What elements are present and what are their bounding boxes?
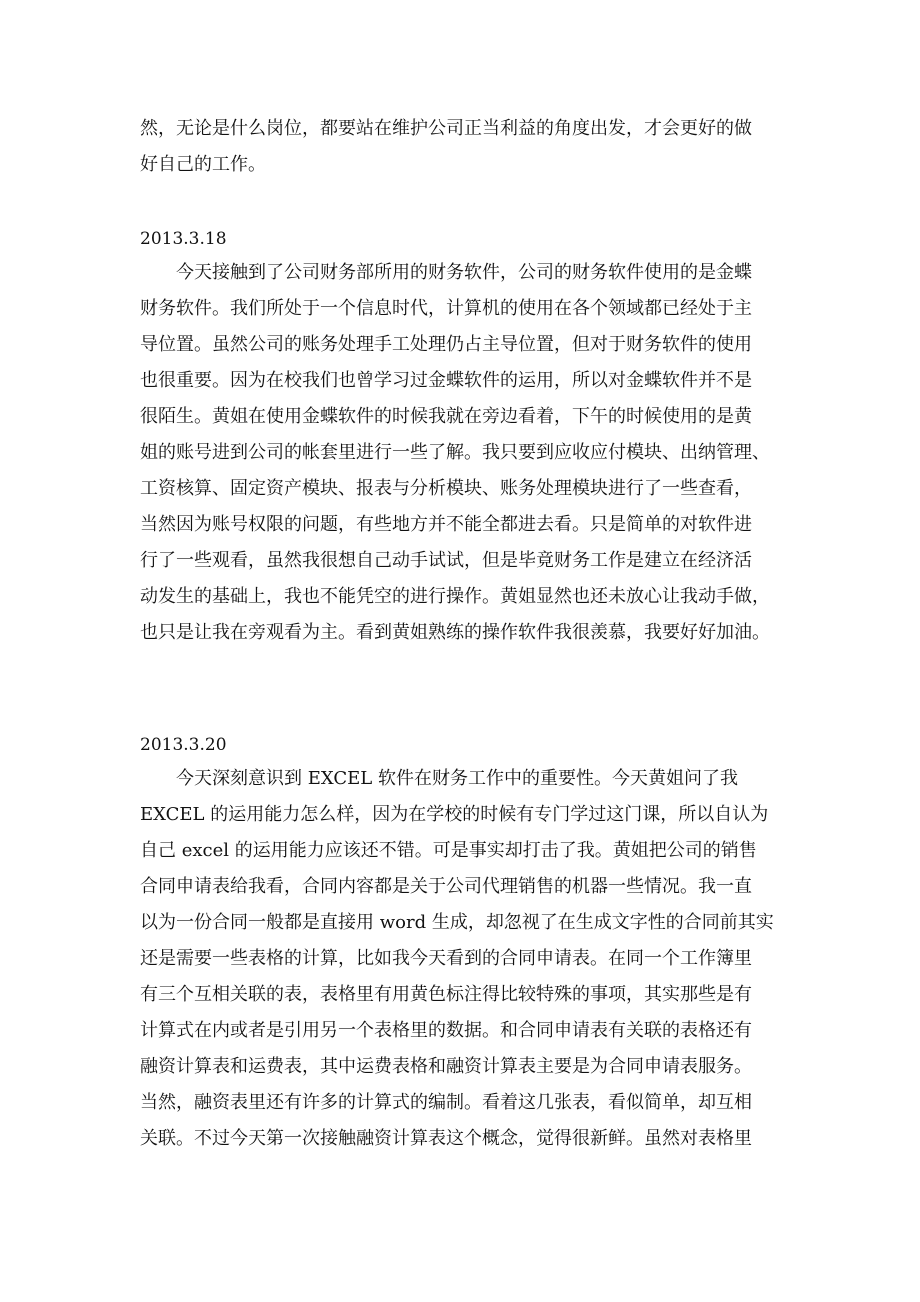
entry-line: 当然，融资表里还有许多的计算式的编制。看着这几张表，看似简单，却互相 <box>140 1092 752 1113</box>
entry-line: EXCEL 的运用能力怎么样，因为在学校的时候有专门学过这门课，所以自认为 <box>140 804 769 825</box>
entry-line: 有三个互相关联的表，表格里有用黄色标注得比较特殊的事项，其实那些是有 <box>140 984 752 1005</box>
entry-line: 当然因为账号权限的问题，有些地方并不能全都进去看。只是简单的对软件进 <box>140 514 752 535</box>
entry-line: 行了一些观看，虽然我很想自己动手试试，但是毕竟财务工作是建立在经济活 <box>140 550 752 571</box>
entry-line: 合同申请表给我看，合同内容都是关于公司代理销售的机器一些情况。我一直 <box>140 876 752 897</box>
entry-line: 动发生的基础上，我也不能凭空的进行操作。黄姐显然也还未放心让我动手做， <box>140 586 770 607</box>
entry-line: 融资计算表和运费表，其中运费表格和融资计算表主要是为合同申请表服务。 <box>140 1056 752 1077</box>
entry-line: 关联。不过今天第一次接触融资计算表这个概念，觉得很新鲜。虽然对表格里 <box>140 1128 752 1149</box>
entry-date: 2013.3.20 <box>140 735 227 755</box>
entry-line: 今天接触到了公司财务部所用的财务软件，公司的财务软件使用的是金蝶 <box>176 262 752 283</box>
entry-line: 财务软件。我们所处于一个信息时代，计算机的使用在各个领域都已经处于主 <box>140 298 752 319</box>
entry-line: 很陌生。黄姐在使用金蝶软件的时候我就在旁边看着，下午的时候使用的是黄 <box>140 406 752 427</box>
entry-line: 也只是让我在旁观看为主。看到黄姐熟练的操作软件我很羡慕，我要好好加油。 <box>140 622 770 643</box>
entry-line: 自己 excel 的运用能力应该还不错。可是事实却打击了我。黄姐把公司的销售 <box>140 840 757 861</box>
entry-line: 导位置。虽然公司的账务处理手工处理仍占主导位置，但对于财务软件的使用 <box>140 334 752 355</box>
intro-line-2: 好自己的工作。 <box>140 154 266 175</box>
entry-line: 计算式在内或者是引用另一个表格里的数据。和合同申请表有关联的表格还有 <box>140 1020 752 1041</box>
entry-line: 工资核算、固定资产模块、报表与分析模块、账务处理模块进行了一些查看， <box>140 478 752 499</box>
intro-line-1: 然，无论是什么岗位，都要站在维护公司正当利益的角度出发，才会更好的做 <box>140 118 752 139</box>
entry-line: 也很重要。因为在校我们也曾学习过金蝶软件的运用，所以对金蝶软件并不是 <box>140 370 752 391</box>
entry-line: 以为一份合同一般都是直接用 word 生成，却忽视了在生成文字性的合同前其实 <box>140 912 774 933</box>
entry-line: 还是需要一些表格的计算，比如我今天看到的合同申请表。在同一个工作簿里 <box>140 948 752 969</box>
entry-line: 姐的账号进到公司的帐套里进行一些了解。我只要到应收应付模块、出纳管理、 <box>140 442 770 463</box>
entry-date: 2013.3.18 <box>140 229 227 249</box>
entry-line: 今天深刻意识到 EXCEL 软件在财务工作中的重要性。今天黄姐问了我 <box>176 768 738 789</box>
